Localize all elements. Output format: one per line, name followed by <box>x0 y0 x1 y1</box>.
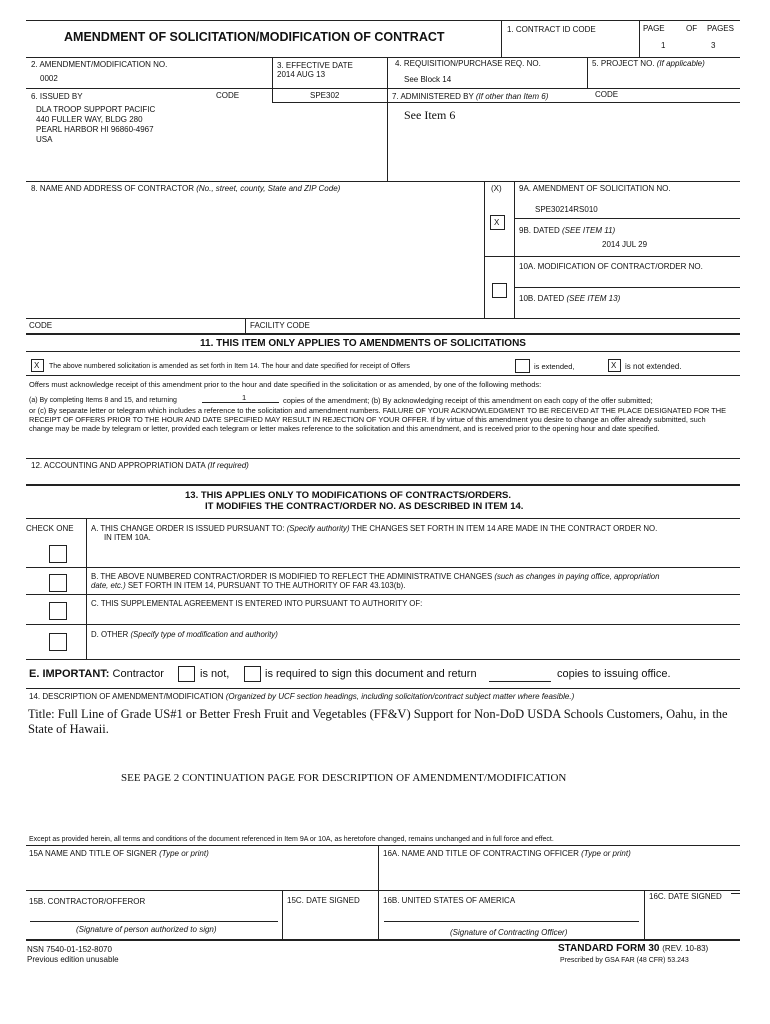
checkbox-option-c[interactable] <box>49 602 67 620</box>
section-border <box>26 333 740 335</box>
checkbox-is-required[interactable] <box>244 666 261 682</box>
item13-heading-2: IT MODIFIES THE CONTRACT/ORDER NO. AS DESCRIBED IN ITEM 14. <box>205 501 524 512</box>
description-label: 14. DESCRIPTION OF AMENDMENT/MODIFICATION (Organized by UCF section headings, including solicitation/contract subject matter where feasible.) <box>29 692 575 701</box>
divider <box>272 102 387 103</box>
checkbox-9[interactable]: X <box>490 215 505 230</box>
contractor-offeror-label: 15B. CONTRACTOR/OFFEROR <box>29 897 146 906</box>
option-c-text: C. THIS SUPPLEMENTAL AGREEMENT IS ENTERED INTO PURSUANT TO AUTHORITY OF: <box>91 599 423 608</box>
item11-heading: 11. THIS ITEM ONLY APPLIES TO AMENDMENTS OF SOLICITATIONS <box>200 338 526 349</box>
section-border <box>26 484 740 486</box>
option-a-line2: IN ITEM 10A. <box>104 533 151 542</box>
signer-name-label: 15A NAME AND TITLE OF SIGNER (Type or print) <box>29 849 209 858</box>
divider <box>282 890 283 940</box>
page-value: 1 <box>661 41 666 50</box>
contractor-label: 8. NAME AND ADDRESS OF CONTRACTOR (No., street, county, State and ZIP Code) <box>31 184 341 193</box>
accounting-label: 12. ACCOUNTING AND APPROPRIATION DATA (If required) <box>31 461 249 470</box>
divider <box>514 287 740 288</box>
line-a-post: copies of the amendment; (b) By acknowledging receipt of this amendment on each copy of the offer submitted; <box>283 396 653 405</box>
dated-9b-label: 9B. DATED (SEE ITEM 11) <box>519 226 616 235</box>
dated-9b-value: 2014 JUL 29 <box>602 240 648 249</box>
is-required-text: is required to sign this document and return <box>265 668 477 680</box>
divider <box>378 845 379 940</box>
prescribed-text: Prescribed by GSA FAR (48 CFR) 53.243 <box>560 957 689 964</box>
pages-value: 3 <box>711 41 716 50</box>
divider <box>514 218 740 219</box>
row-border <box>26 659 740 660</box>
amendment-9a-value: SPE30214RS010 <box>535 205 598 214</box>
pages-label: PAGES <box>707 24 734 33</box>
amendment-9a-label: 9A. AMENDMENT OF SOLICITATION NO. <box>519 184 671 193</box>
divider <box>272 57 273 88</box>
form-title: AMENDMENT OF SOLICITATION/MODIFICATION OF CONTRACT <box>64 30 445 44</box>
officer-name-label: 16A. NAME AND TITLE OF CONTRACTING OFFICER (Type or print) <box>383 849 631 858</box>
bottom-border <box>26 939 740 941</box>
issued-line-4: USA <box>36 135 53 144</box>
effective-date-label: 3. EFFECTIVE DATE <box>277 61 353 70</box>
copies-value: 1 <box>242 393 247 402</box>
checkbox-extended[interactable] <box>515 359 530 373</box>
amendment-no-value: 0002 <box>40 74 58 83</box>
divider <box>501 20 502 58</box>
row-border <box>26 57 740 58</box>
offers-text: Offers must acknowledge receipt of this amendment prior to the hour and date specified in the solicitation or as amended, by one of the following methods: <box>29 380 542 389</box>
checkbox-option-b[interactable] <box>49 574 67 592</box>
facility-code-label: FACILITY CODE <box>250 321 310 330</box>
project-no-label: 5. PROJECT NO. (If applicable) <box>592 59 705 68</box>
row-border <box>26 318 740 319</box>
row-border <box>26 688 740 689</box>
copies-blank-line[interactable] <box>489 681 551 682</box>
issued-by-label: 6. ISSUED BY <box>31 92 83 101</box>
line-a-pre: (a) By completing Items 8 and 15, and returning <box>29 397 177 404</box>
checkbox-option-a[interactable] <box>49 545 67 563</box>
divider <box>387 102 740 103</box>
administered-value: See Item 6 <box>404 108 456 122</box>
standard-form-label: STANDARD FORM 30 (REV. 10-83) <box>558 943 709 954</box>
administered-by-label: 7. ADMINISTERED BY (If other than Item 6) <box>392 92 549 101</box>
row-border <box>26 458 740 459</box>
row-border <box>26 890 740 891</box>
divider <box>644 890 645 940</box>
option-d-text: D. OTHER (Specify type of modification and authority) <box>91 630 278 639</box>
amended-text: The above numbered solicitation is amended as set forth in Item 14. The hour and date specified for receipt of Offers <box>49 363 410 370</box>
contract-id-label: 1. CONTRACT ID CODE <box>507 25 596 34</box>
continuation-note: SEE PAGE 2 CONTINUATION PAGE FOR DESCRIPTION OF AMENDMENT/MODIFICATION <box>121 772 567 784</box>
dated-10b-label: 10B. DATED (SEE ITEM 13) <box>519 294 621 303</box>
divider <box>587 57 588 88</box>
checkbox-is-not[interactable] <box>178 666 195 682</box>
previous-edition: Previous edition unusable <box>27 955 119 964</box>
amendment-no-label: 2. AMENDMENT/MODIFICATION NO. <box>31 60 168 69</box>
signature-line-15b[interactable] <box>30 921 278 922</box>
divider <box>26 624 740 625</box>
acknowledgment-paragraph: or (c) By separate letter or telegram which includes a reference to the solicitation and amendment numbers. FAILURE OF YOUR ACKNOWLEDGMENT TO BE RECEIVED AT THE PLACE DESIGNATED FOR THE RECEIPT OF OFFERS PRIOR TO THE HOUR AND DATE SPECIFIED MAY RESULT IN REJECTION OF YOUR OFFER. If by virtue of this amendment you desire to change an offer already submitted, such change may be made by telegram or letter, provided each telegram or letter makes reference to the solicitation and this amendment, and is received prior to the opening hour and date specified. <box>29 406 727 433</box>
page-label: PAGE <box>643 24 665 33</box>
item13-heading-1: 13. THIS APPLIES ONLY TO MODIFICATIONS OF CONTRACTS/ORDERS. <box>185 490 512 501</box>
requisition-value: See Block 14 <box>404 75 452 84</box>
checkbox-10[interactable] <box>492 283 507 298</box>
divider <box>26 594 740 595</box>
checkbox-not-extended[interactable]: X <box>608 359 621 372</box>
issued-line-2: 440 FULLER WAY, BLDG 280 <box>36 115 143 124</box>
is-extended-text: is extended, <box>534 362 575 371</box>
signature-16b-caption: (Signature of Contracting Officer) <box>450 928 568 937</box>
option-a-text: A. THIS CHANGE ORDER IS ISSUED PURSUANT TO: (Specify authority) THE CHANGES SET FORTH IN ITEM 14 ARE MADE IN THE CONTRACT ORDER NO. <box>91 524 658 533</box>
divider <box>387 57 388 182</box>
checkbox-amended[interactable]: X <box>31 359 44 372</box>
signature-line-16b[interactable] <box>384 921 639 922</box>
check-one-label: CHECK ONE <box>26 524 74 533</box>
except-text: Except as provided herein, all terms and conditions of the document referenced in Item 9A or 10A, as heretofore changed, remains unchanged and in full force and effect. <box>29 836 554 843</box>
top-border <box>26 20 740 21</box>
signature-15b-caption: (Signature of person authorized to sign) <box>76 925 217 934</box>
nsn-number: NSN 7540-01-152-8070 <box>27 945 112 954</box>
date-signed-16c-label: 16C. DATE SIGNED <box>649 892 722 901</box>
issued-code-value: SPE302 <box>310 91 340 100</box>
requisition-label: 4. REQUISITION/PURCHASE REQ. NO. <box>395 59 541 68</box>
is-not-text: is not, <box>200 668 230 680</box>
divider <box>484 181 485 318</box>
divider <box>514 181 515 318</box>
copies-line <box>202 402 279 403</box>
divider <box>484 256 740 257</box>
issued-line-3: PEARL HARBOR HI 96860-4967 <box>36 125 154 134</box>
contractor-code-label: CODE <box>29 321 53 330</box>
important-line: E. IMPORTANT: Contractor <box>29 668 164 680</box>
x-column-label: (X) <box>491 184 502 193</box>
divider <box>26 567 740 568</box>
not-extended-text: is not extended. <box>625 362 682 371</box>
divider <box>26 351 740 352</box>
divider <box>245 318 246 333</box>
divider <box>26 375 740 376</box>
modification-10a-label: 10A. MODIFICATION OF CONTRACT/ORDER NO. <box>519 262 703 271</box>
effective-date-value: 2014 AUG 13 <box>277 70 326 79</box>
code-label: CODE <box>216 91 240 100</box>
divider <box>272 88 273 102</box>
united-states-label: 16B. UNITED STATES OF AMERICA <box>383 896 516 905</box>
description-title: Title: Full Line of Grade US#1 or Better Fresh Fruit and Vegetables (FF&V) Support for Non-DoD USDA Schools Customers, Oahu, in the State of Hawaii. <box>28 707 728 736</box>
row-border <box>26 88 740 89</box>
row-border <box>26 845 740 846</box>
of-label: OF <box>686 24 698 33</box>
checkbox-option-d[interactable] <box>49 633 67 651</box>
option-b-line2: date, etc.) SET FORTH IN ITEM 14, PURSUANT TO THE AUTHORITY OF FAR 43.103(b). <box>91 581 406 590</box>
divider <box>731 893 740 894</box>
divider <box>26 518 740 519</box>
row-border <box>26 181 740 182</box>
divider <box>86 518 87 659</box>
date-signed-15c-label: 15C. DATE SIGNED <box>287 896 360 905</box>
administered-code-label: CODE <box>595 90 619 99</box>
divider <box>639 20 640 58</box>
issued-line-1: DLA TROOP SUPPORT PACIFIC <box>36 105 156 114</box>
copies-text: copies to issuing office. <box>557 668 671 680</box>
option-b-text: B. THE ABOVE NUMBERED CONTRACT/ORDER IS MODIFIED TO REFLECT THE ADMINISTRATIVE CHANGES (such as changes in paying office, appropriation <box>91 572 660 581</box>
